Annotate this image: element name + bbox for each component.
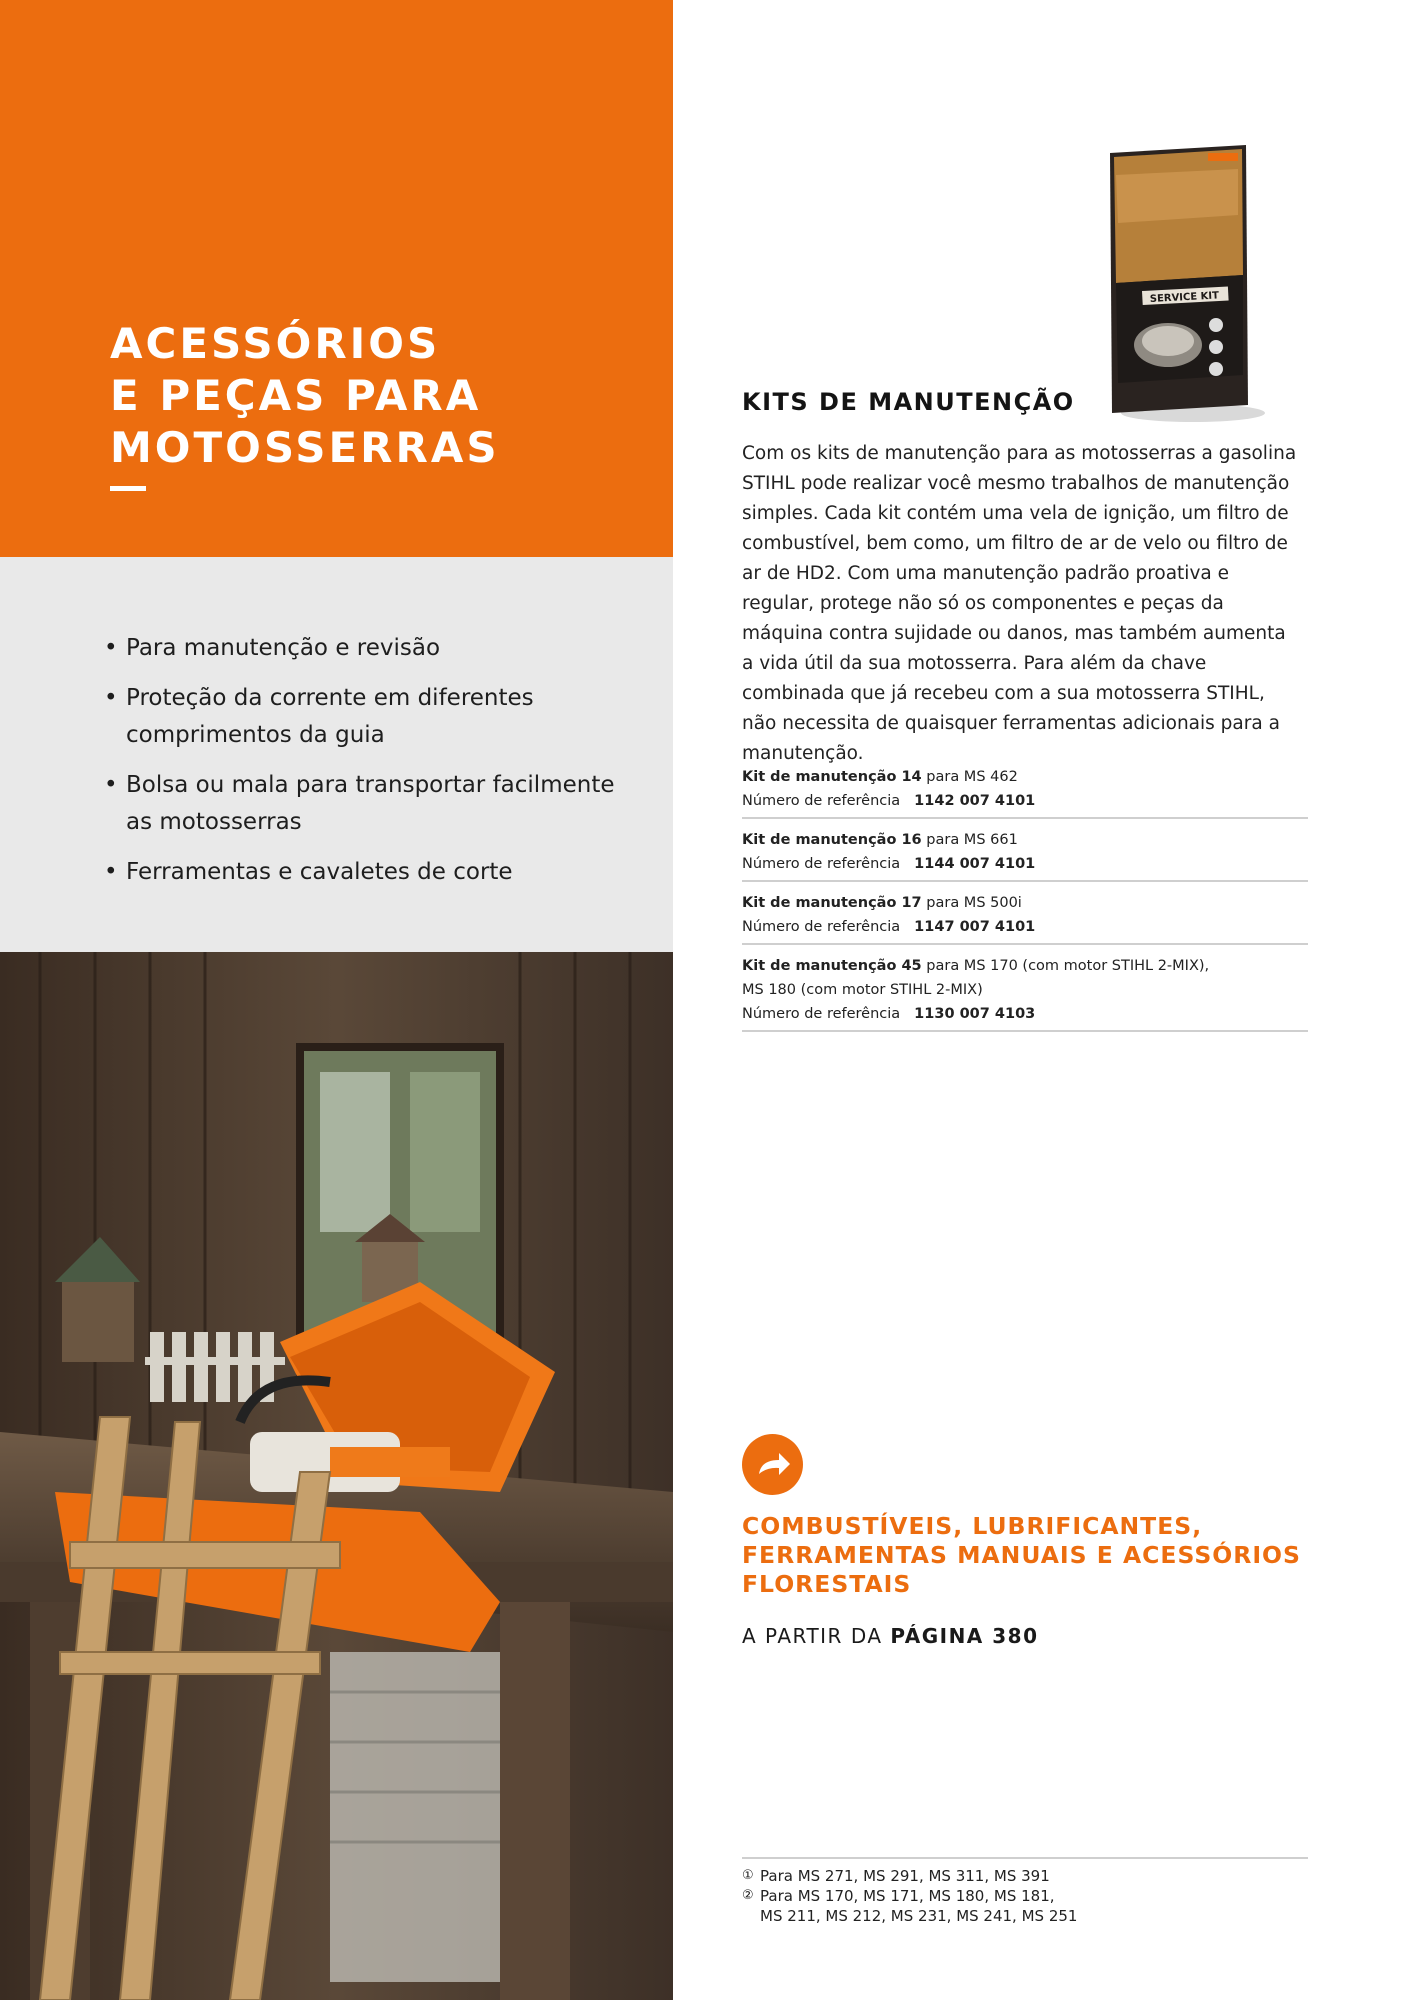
footnotes	[742, 1866, 1308, 1926]
kit-name-line	[742, 765, 1308, 789]
kit-ref-line	[742, 852, 1308, 876]
ref-label: Número de referência	[742, 1006, 901, 1022]
ref-number: 1147 007 4101	[914, 919, 1036, 935]
hero-title-line: MOTOSSERRAS	[110, 423, 500, 472]
footnote	[742, 1866, 1308, 1886]
arrow-icon	[742, 1434, 803, 1495]
page-ref-number: PÁGINA 380	[890, 1624, 1039, 1648]
crossref-title-line: COMBUSTÍVEIS, LUBRIFICANTES,	[742, 1512, 1203, 1540]
kits-description: Com os kits de manutenção para as motosserras a gasolina STIHL pode realizar você mesmo trabalhos de manutenção simples. Cada kit contém uma vela de ignição, um filtro de combustível, bem como, um filtro de ar de velo ou filtro de ar de HD2. Com uma manutenção padrão proativa e regular, protege não só os componentes e peças da máquina contra sujidade ou danos, mas também aumenta a vida útil da sua motosserra. Para além da chave combinada que já recebeu com a sua motosserra STIHL, não necessita de quaisquer ferramentas adicionais para a manutenção.	[742, 443, 1297, 764]
ref-number: 1142 007 4101	[914, 793, 1036, 809]
ref-number: 1144 007 4101	[914, 856, 1036, 872]
footnote-mark: ②	[742, 1888, 754, 1903]
footnote-text	[760, 1866, 1050, 1886]
footnote-text	[760, 1886, 1077, 1926]
kit-row	[742, 954, 1308, 1032]
workshop-photo	[0, 952, 673, 2000]
kit-compat: para MS 661	[926, 832, 1018, 848]
kit-compat: para MS 170 (com motor STIHL 2-MIX),	[926, 958, 1210, 974]
kit-name: Kit de manutenção 14	[742, 769, 922, 785]
kit-ref-line	[742, 789, 1308, 813]
workshop-photo-illustration	[0, 952, 673, 2000]
kits-title: KITS DE MANUTENÇÃO	[742, 388, 1075, 416]
feature-item: • Proteção da corrente em diferentes comprimentos da guia	[104, 680, 624, 754]
kit-row	[742, 828, 1308, 882]
kit-name: Kit de manutenção 16	[742, 832, 922, 848]
kit-name-line	[742, 828, 1308, 852]
features-list	[104, 630, 624, 904]
kit-name-line	[742, 891, 1308, 915]
page-link-arrow-icon[interactable]	[742, 1434, 803, 1495]
page-ref-prefix: A PARTIR DA	[742, 1624, 883, 1648]
footnote-divider	[742, 1857, 1308, 1859]
page-reference[interactable]	[742, 1624, 1039, 1648]
feature-item: • Para manutenção e revisão	[104, 630, 624, 667]
ref-number: 1130 007 4103	[914, 1006, 1036, 1022]
kit-row	[742, 765, 1308, 819]
feature-item: • Ferramentas e cavaletes de corte	[104, 854, 624, 891]
kit-compat: para MS 462	[926, 769, 1018, 785]
feature-item: • Bolsa ou mala para transportar facilmente as motosserras	[104, 767, 624, 841]
service-kit-box	[1098, 145, 1270, 423]
kit-row	[742, 891, 1308, 945]
kit-name: Kit de manutenção 17	[742, 895, 922, 911]
ref-label: Número de referência	[742, 856, 901, 872]
footnote	[742, 1886, 1308, 1926]
service-kit-box-image	[1098, 145, 1270, 423]
crossref-title-line: FLORESTAIS	[742, 1570, 912, 1598]
footnote-line: Para MS 271, MS 291, MS 311, MS 391	[760, 1867, 1050, 1885]
ref-label: Número de referência	[742, 793, 901, 809]
title-underline	[110, 486, 146, 491]
hero-title-line: E PEÇAS PARA	[110, 371, 482, 420]
footnote-mark: ①	[742, 1868, 754, 1883]
box-label: SERVICE KIT	[1149, 290, 1220, 305]
ref-label: Número de referência	[742, 919, 901, 935]
crossref-title-line: FERRAMENTAS MANUAIS E ACESSÓRIOS	[742, 1541, 1301, 1569]
hero-panel	[0, 0, 673, 557]
kit-compat: para MS 500i	[926, 895, 1022, 911]
hero-title	[110, 318, 500, 474]
footnote-line: Para MS 170, MS 171, MS 180, MS 181,	[760, 1887, 1055, 1905]
crossref-title	[742, 1512, 1342, 1599]
kit-name: Kit de manutenção 45	[742, 958, 922, 974]
hero-title-line: ACESSÓRIOS	[110, 319, 441, 368]
footnote-line: MS 211, MS 212, MS 231, MS 241, MS 251	[760, 1907, 1078, 1925]
kit-ref-line	[742, 1002, 1308, 1026]
kits-table	[742, 765, 1308, 1041]
kit-name-line	[742, 954, 1308, 978]
kit-compat-line-2: MS 180 (com motor STIHL 2-MIX)	[742, 982, 983, 998]
kit-ref-line	[742, 915, 1308, 939]
